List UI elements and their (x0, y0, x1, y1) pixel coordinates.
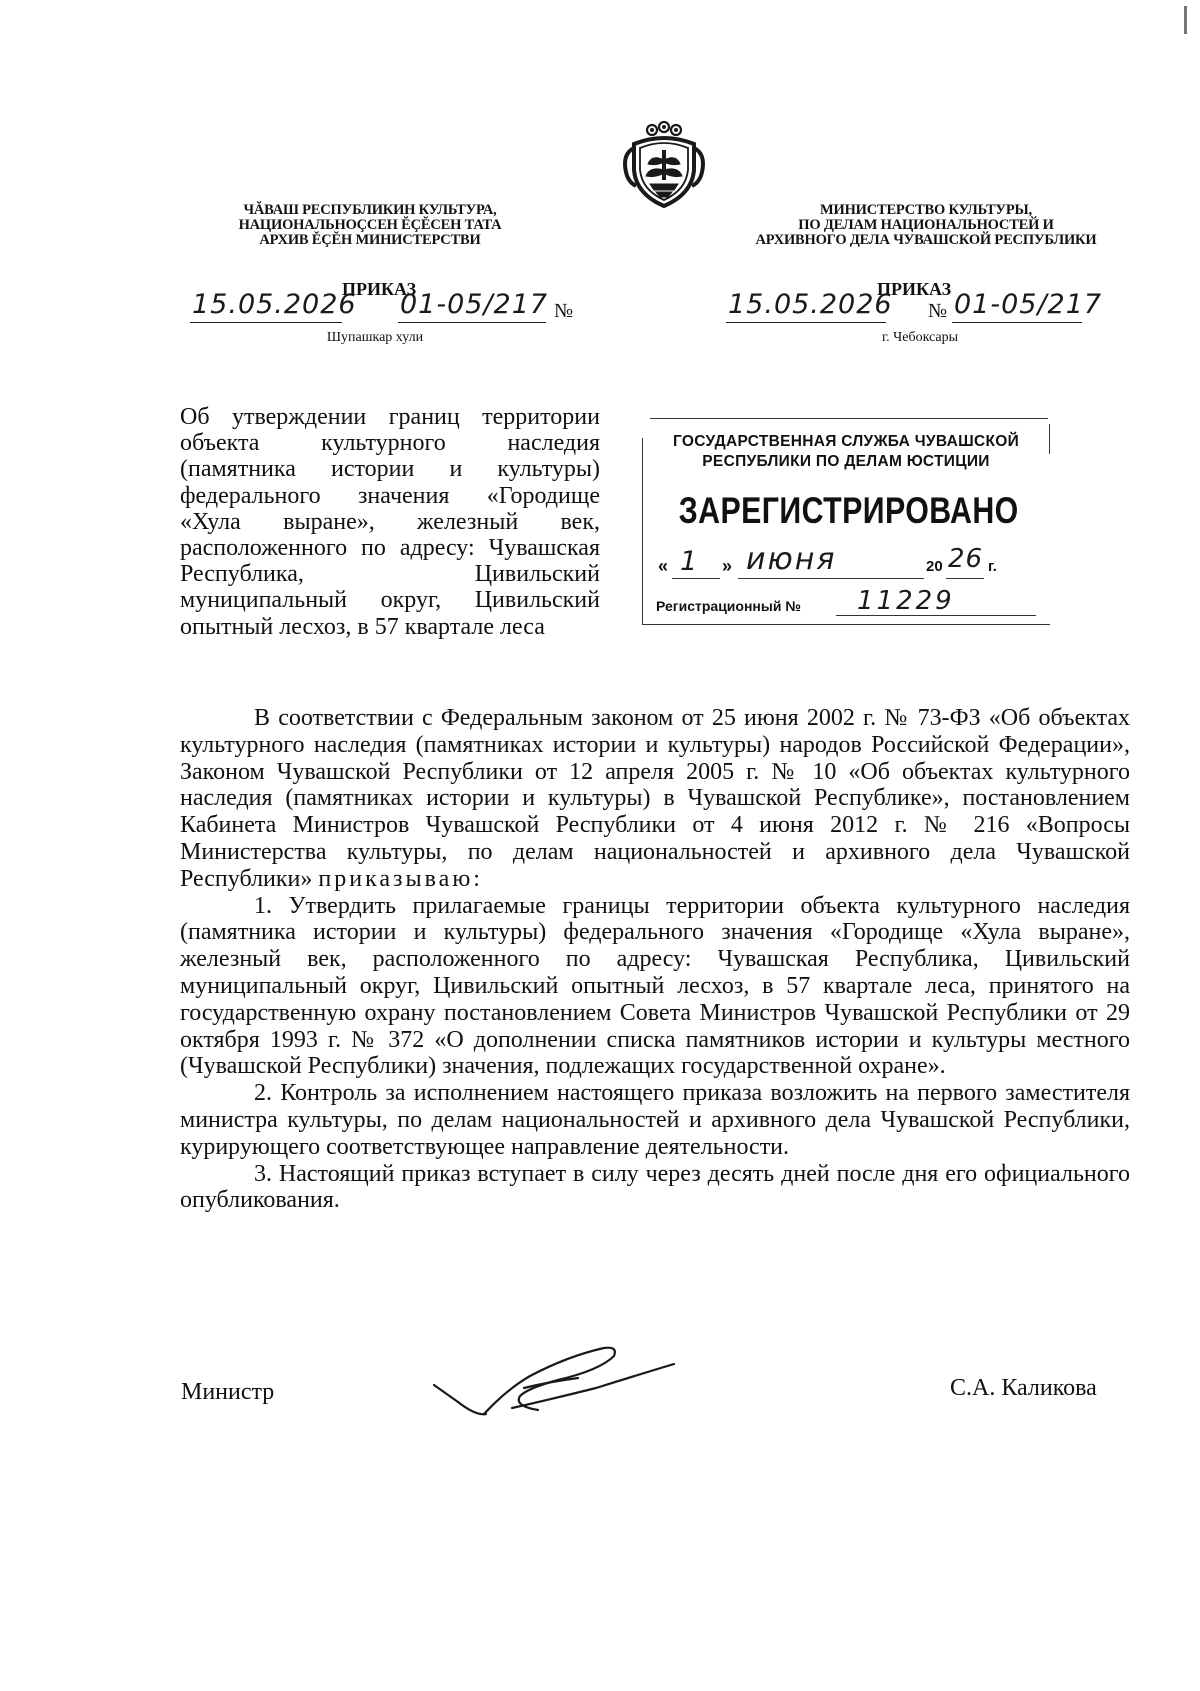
coat-of-arms-emblem (614, 120, 714, 210)
stamp-year-suffix: 26 (948, 544, 984, 574)
stamp-status: ЗАРЕГИСТРИРОВАНО (678, 490, 1019, 531)
body-preamble (180, 705, 1130, 893)
stamp-agency (650, 432, 1042, 472)
order-command: приказываю: (318, 865, 483, 892)
signatory-title: Министр (181, 1379, 275, 1405)
order-subject: Об утверждении границ территории объекта культурного наследия (памятника истории и культуры) федерального значения «Городище «Хула выране», железный век, расположенного по адресу: Чувашская Республика, Цивильский муниципальный округ, Цивильский опытный лесхоз, в 57 квартале леса (180, 404, 600, 640)
stamp-reg-line (836, 615, 1036, 616)
left-city: Шупашкар хули (326, 330, 424, 345)
stamp-border (1049, 424, 1050, 454)
left-order-number: 01-05/217 (400, 289, 549, 320)
stamp-agency-line: РЕСПУБЛИКИ ПО ДЕЛАМ ЮСТИЦИИ (702, 453, 990, 470)
left-ministry-name (200, 203, 540, 248)
left-number-sign: № (554, 300, 574, 322)
left-ministry-line: АРХИВ ĔÇĔН МИНИСТЕРСТВИ (259, 232, 481, 248)
stamp-month-line (738, 578, 924, 579)
preamble-text: В соответствии с Федеральным законом от 25 июня 2002 г. № 73-ФЗ «Об объектах культурного наследия (памятниках истории и культуры) народов Российской Федерации», Законом Чувашской Республики от 12 апреля 2005 г. № 10 «Об объектах культурного наследия (памятниках истории и культуры) в Чувашской Республике», постановлением Кабинета Министров Чувашской Республики от 4 июня 2012 г. № 216 «Вопросы Министерства культуры, по делам национальностей и архивного дела Чувашской Республики» (180, 705, 1130, 892)
stamp-border (642, 438, 643, 625)
left-ministry-line: НАЦИОНАЛЬНОÇСЕН ĔÇĔСЕН ТАТА (238, 217, 502, 233)
left-number-line (398, 322, 546, 323)
left-ministry-line: ЧĂВАШ РЕСПУБЛИКИН КУЛЬТУРА, (243, 202, 497, 218)
right-ministry-line: МИНИСТЕРСТВО КУЛЬТУРЫ, (820, 202, 1032, 218)
right-ministry-name (706, 203, 1146, 248)
stamp-quote-close: » (722, 556, 733, 576)
stamp-month: июня (746, 542, 837, 577)
body-item-3: 3. Настоящий приказ вступает в силу через десять дней после дня его официального опубликования. (180, 1160, 1130, 1214)
stamp-border (650, 418, 1048, 419)
stamp-year-unit: г. (988, 558, 997, 575)
stamp-agency-line: ГОСУДАРСТВЕННАЯ СЛУЖБА ЧУВАШСКОЙ (672, 433, 1020, 450)
right-number-line (952, 322, 1082, 323)
order-body (180, 705, 1130, 1214)
right-ministry-line: АРХИВНОГО ДЕЛА ЧУВАШСКОЙ РЕСПУБЛИКИ (755, 232, 1097, 248)
handwritten-signature (428, 1330, 688, 1440)
right-order-word: ПРИКАЗ (877, 279, 952, 299)
stamp-day: 1 (680, 546, 699, 577)
signatory-name: С.А. Каликова (950, 1375, 1097, 1401)
stamp-reg-label: Регистрационный № (656, 598, 801, 614)
left-order-word: ПРИКАЗ (342, 279, 417, 299)
stamp-reg-number: 11229 (857, 586, 955, 616)
stamp-year-prefix: 20 (926, 558, 943, 575)
stamp-border (642, 624, 1050, 625)
left-order-date: 15.05.2026 (192, 289, 357, 320)
stamp-quote-open: « (658, 556, 669, 576)
body-item-1: 1. Утвердить прилагаемые границы территории объекта культурного наследия (памятника истории и культуры) федерального значения «Городище «Хула выране», железный век, расположенного по адресу: Чувашская Республика, Цивильский муниципальный округ, Цивильский опытный лесхоз, в 57 квартале леса, принятого на государственную охрану постановлением Совета Министров Чувашской Республики от 29 октября 1993 г. № 372 «О дополнении списка памятников истории и культуры местного (Чувашской Республики) значения, подлежащих государственной охране». (180, 892, 1130, 1080)
scan-mark (1184, 6, 1187, 34)
right-ministry-line: ПО ДЕЛАМ НАЦИОНАЛЬНОСТЕЙ И (798, 217, 1054, 233)
left-date-line (190, 322, 342, 323)
right-city: г. Чебоксары (881, 330, 959, 345)
registration-stamp (642, 418, 1050, 625)
right-order-date: 15.05.2026 (728, 289, 893, 320)
right-date-line (726, 322, 886, 323)
right-order-number: 01-05/217 (954, 289, 1103, 320)
stamp-day-line (672, 578, 720, 579)
stamp-year-line (946, 578, 984, 579)
right-number-sign: № (928, 300, 948, 322)
body-item-2: 2. Контроль за исполнением настоящего приказа возложить на первого заместителя министра культуры, по делам национальностей и архивного дела Чувашской Республики, курирующего соответствующее направление деятельности. (180, 1080, 1130, 1160)
